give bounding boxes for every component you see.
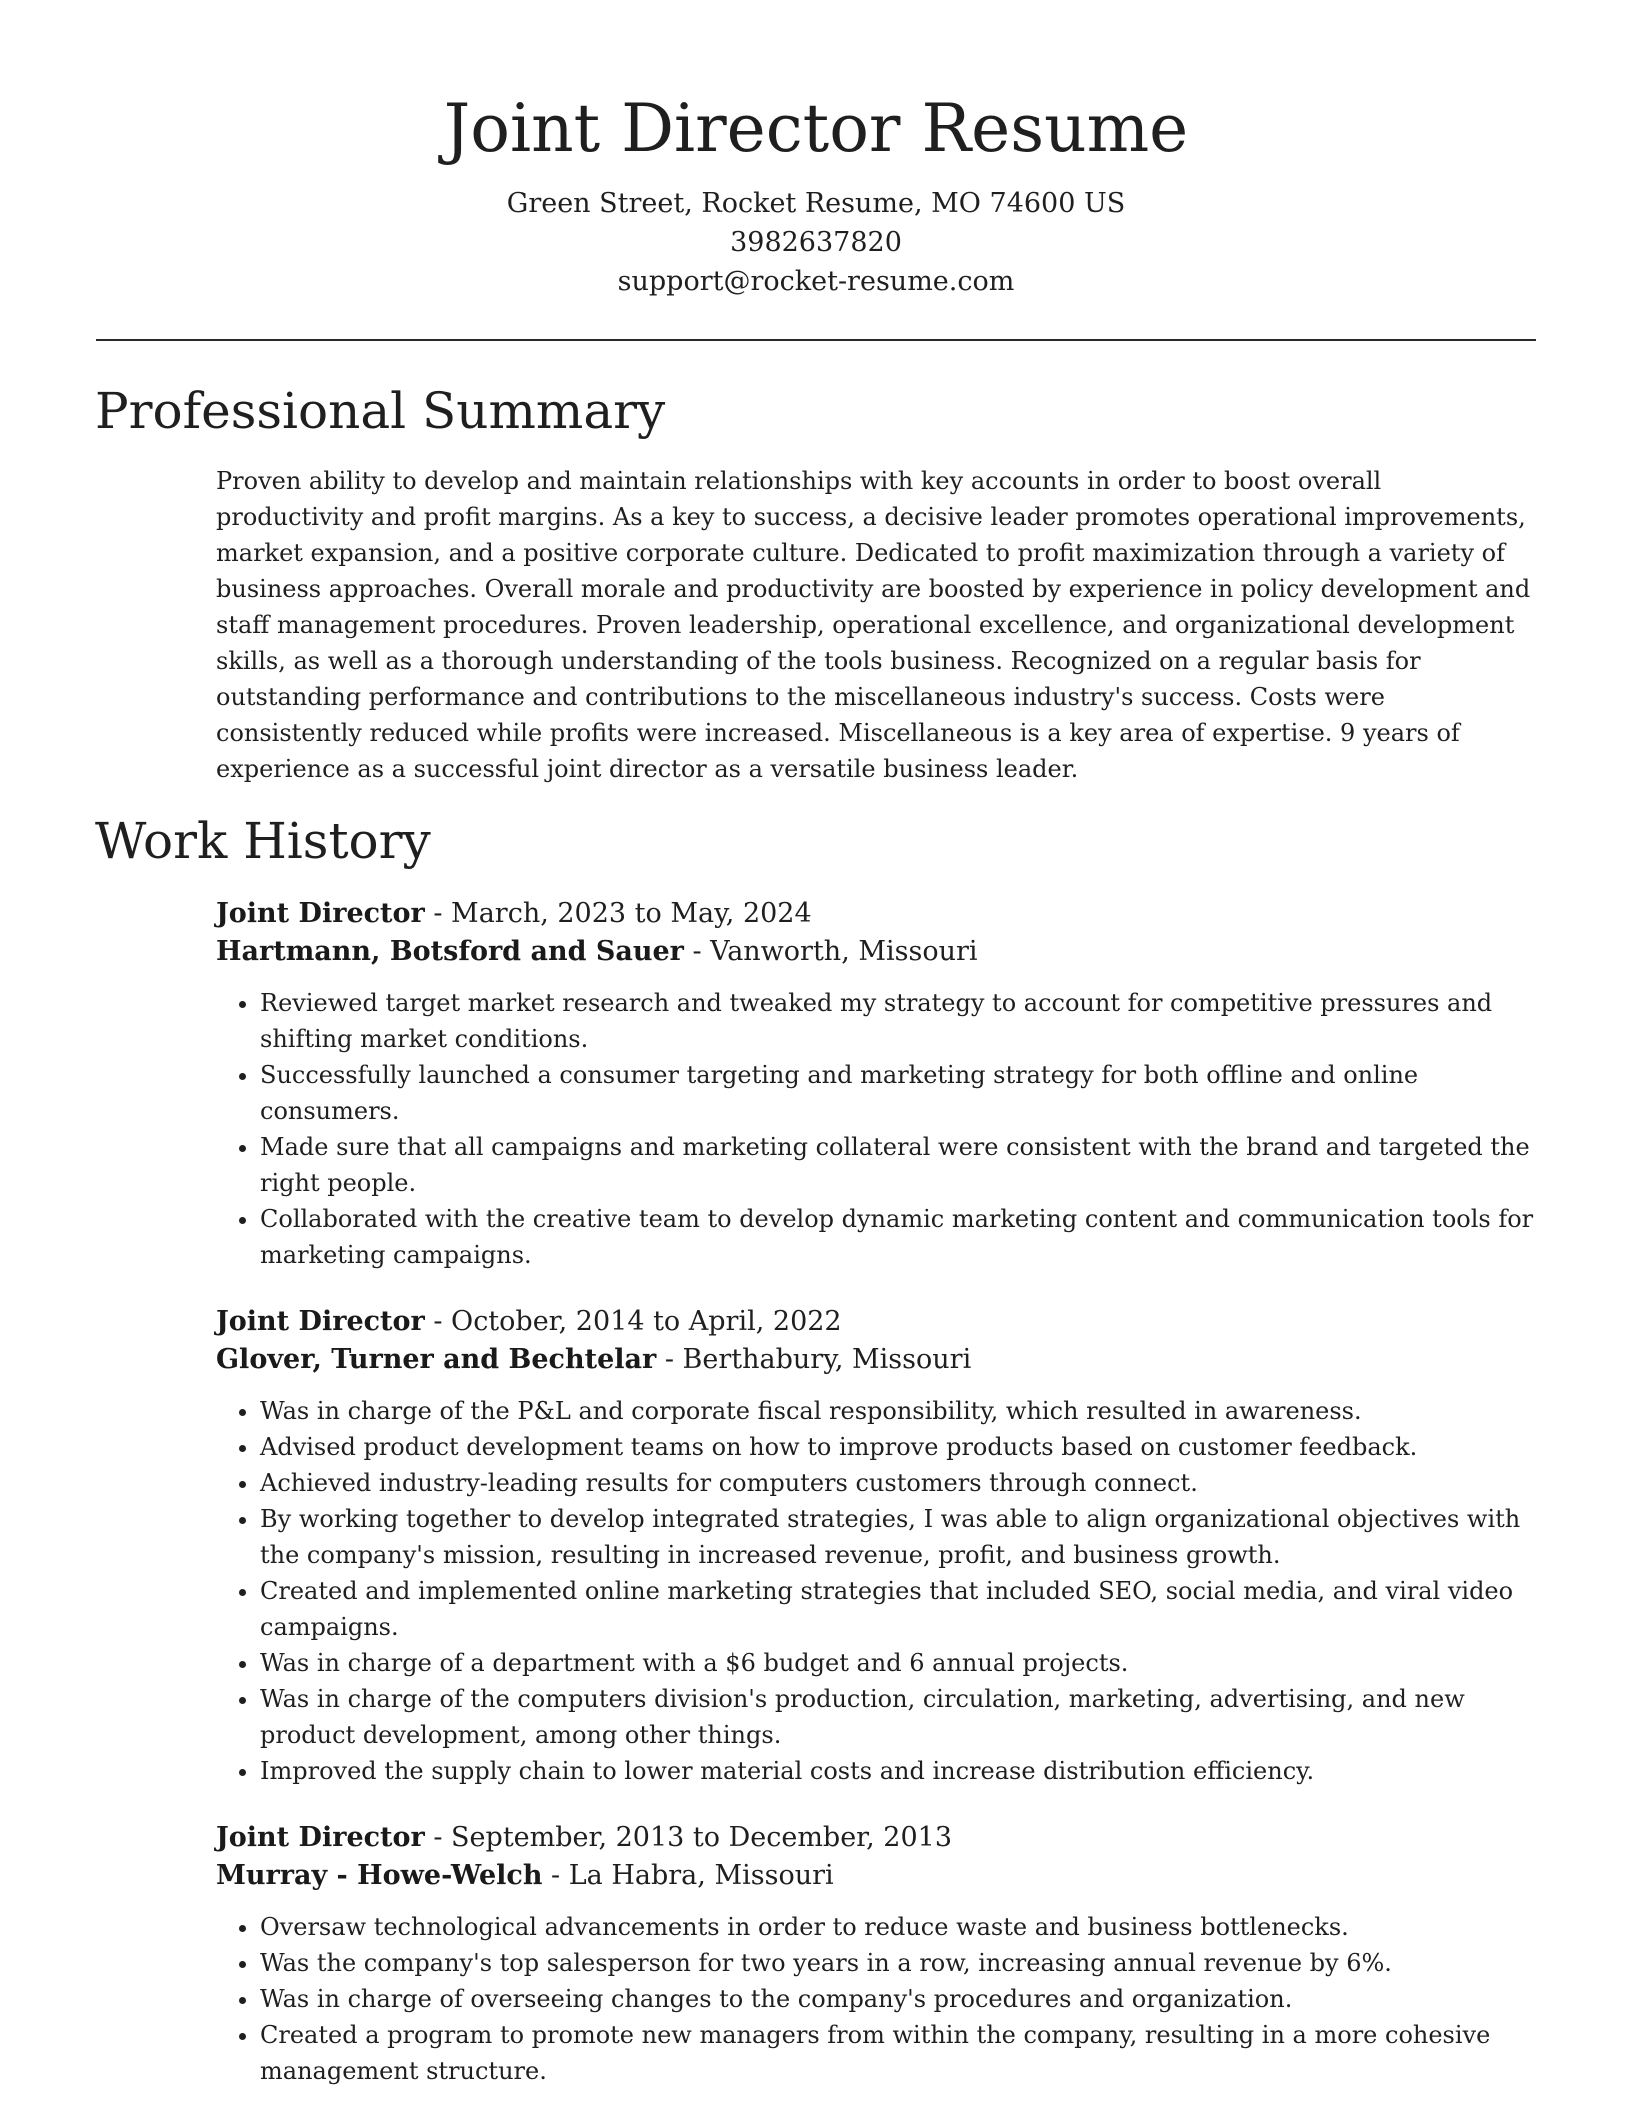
job-bullet: • Made sure that all campaigns and marketing collateral were consistent with the brand and targeted the right people. <box>260 1129 1536 1201</box>
job-company: Murray - Howe-Welch <box>216 1860 543 1891</box>
contact-phone: 3982637820 <box>730 227 902 258</box>
section-title-summary: Professional Summary <box>95 382 666 440</box>
job-bullet: • Created and implemented online marketing strategies that included SEO, social media, and viral video campaigns. <box>260 1573 1536 1645</box>
job-heading <box>216 895 1536 971</box>
job-bullet: • Improved the supply chain to lower material costs and increase distribution efficiency. <box>260 1753 1536 1789</box>
job-bullet: • Was in charge of the computers division's production, circulation, marketing, advertising, and new product development, among other things. <box>260 1681 1536 1753</box>
job-dates: - October, 2014 to April, 2022 <box>424 1306 842 1337</box>
job-bullet: • Created a program to promote new managers from within the company, resulting in a more cohesive management structure. <box>260 2017 1536 2089</box>
job-heading <box>216 1819 1536 1895</box>
job-company: Hartmann, Botsford and Sauer <box>216 936 684 967</box>
job-title-line <box>216 1303 1536 1341</box>
job-bullet: • Was the company's top salesperson for two years in a row, increasing annual revenue by 6%. <box>260 1945 1536 1981</box>
job-bullet: • Collaborated with the creative team to develop dynamic marketing content and communication tools for marketing campaigns. <box>260 1201 1536 1273</box>
job-company: Glover, Turner and Bechtelar <box>216 1344 657 1375</box>
job-company-line <box>216 1341 1536 1379</box>
job-bullet: • Was in charge of overseeing changes to the company's procedures and organization. <box>260 1981 1536 2017</box>
contact-address: Green Street, Rocket Resume, MO 74600 US <box>506 188 1126 219</box>
job-location: - Berthabury, Missouri <box>656 1344 972 1375</box>
job-company-line <box>216 933 1536 971</box>
header-divider <box>96 339 1536 341</box>
job-entry <box>216 1819 1536 2089</box>
job-title-line <box>216 1819 1536 1857</box>
job-location: - La Habra, Missouri <box>542 1860 834 1891</box>
contact-block <box>0 184 1632 301</box>
job-bullet: • Oversaw technological advancements in order to reduce waste and business bottlenecks. <box>260 1909 1536 1945</box>
job-dates: - March, 2023 to May, 2024 <box>424 898 812 929</box>
job-bullet: • Successfully launched a consumer targeting and marketing strategy for both offline and online consumers. <box>260 1057 1536 1129</box>
summary-text: Proven ability to develop and maintain relationships with key accounts in order to boost overall productivity and profit margins. As a key to success, a decisive leader promotes operational improvements, market expansion, and a positive corporate culture. Dedicated to profit maximization through a variety of business approaches. Overall morale and productivity are boosted by experience in policy development and staff management procedures. Proven leadership, operational excellence, and organizational development skills, as well as a thorough understanding of the tools business. Recognized on a regular basis for outstanding performance and contributions to the miscellaneous industry's success. Costs were consistently reduced while profits were increased. Miscellaneous is a key area of expertise. 9 years of experience as a successful joint director as a versatile business leader. <box>216 467 1531 783</box>
job-bullet: • Was in charge of a department with a $6 budget and 6 annual projects. <box>260 1645 1536 1681</box>
job-bullet: • Reviewed target market research and tweaked my strategy to account for competitive pressures and shifting market conditions. <box>260 985 1536 1057</box>
resume-header <box>0 0 1632 301</box>
job-dates: - September, 2013 to December, 2013 <box>424 1822 953 1853</box>
job-heading <box>216 1303 1536 1379</box>
job-bullet: • Advised product development teams on how to improve products based on customer feedback. <box>260 1429 1536 1465</box>
job-entry <box>216 895 1536 1273</box>
resume-name: Joint Director Resume <box>443 90 1189 167</box>
job-bullets <box>216 985 1536 1273</box>
job-title: Joint Director <box>216 1822 425 1853</box>
job-title-line <box>216 895 1536 933</box>
section-title-work-history: Work History <box>95 812 431 870</box>
job-location: - Vanworth, Missouri <box>683 936 978 967</box>
job-company-line <box>216 1857 1536 1895</box>
job-bullets <box>216 1393 1536 1789</box>
job-title: Joint Director <box>216 898 425 929</box>
job-bullet: • By working together to develop integrated strategies, I was able to align organizational objectives with the company's mission, resulting in increased revenue, profit, and business growth. <box>260 1501 1536 1573</box>
job-bullet: • Achieved industry-leading results for computers customers through connect. <box>260 1465 1536 1501</box>
job-entry <box>216 1303 1536 1789</box>
job-bullets <box>216 1909 1536 2089</box>
job-bullet: • Was in charge of the P&L and corporate fiscal responsibility, which resulted in awareness. <box>260 1393 1536 1429</box>
contact-email: support@rocket-resume.com <box>617 266 1015 297</box>
job-title: Joint Director <box>216 1306 425 1337</box>
